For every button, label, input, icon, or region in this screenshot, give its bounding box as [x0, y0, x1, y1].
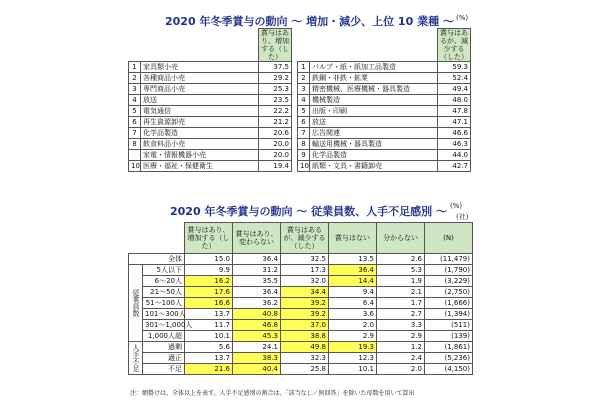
breakdown-row — [129, 287, 473, 298]
value-cell: 49.8 — [281, 342, 329, 353]
row-label: 適正 — [143, 353, 185, 364]
section1-title: 2020 年冬季賞与の動向 ～ 増加・減少、上位 10 業種 ～ — [165, 15, 454, 28]
header-decrease: 賞与はあるが、減少する（した） — [438, 29, 471, 62]
increase-value: 21.2 — [259, 117, 292, 128]
value-cell: 32.3 — [281, 353, 329, 364]
column-header: 賞与はあり、変わらない — [233, 223, 281, 254]
increase-value: 22.2 — [259, 106, 292, 117]
value-cell: 39.2 — [281, 309, 329, 320]
rank-number: 1 — [298, 62, 310, 73]
breakdown-row — [129, 309, 473, 320]
value-cell: 16.2 — [185, 276, 233, 287]
row-label: 全体 — [129, 254, 185, 265]
section2-unit-companies: (社) — [456, 213, 469, 221]
value-cell: 15.0 — [185, 254, 233, 265]
increase-value: 20.6 — [259, 128, 292, 139]
footnote: 注：網掛けは、全体以上を表す。人手不足感別の割合は、「該当なし／無回答」を除いた母数を用いて算出 — [130, 390, 415, 397]
industry-name: パルプ・紙・紙加工品製造 — [310, 62, 438, 73]
decrease-value: 52.4 — [438, 73, 471, 84]
row-label: 301～1,000人 — [143, 320, 185, 331]
decrease-value: 42.7 — [438, 161, 471, 172]
section2-unit: (%) — [450, 202, 463, 210]
value-cell: (1,790) — [425, 265, 473, 276]
header-blank — [129, 29, 259, 62]
value-cell: 3.3 — [377, 320, 425, 331]
ranking-row — [129, 128, 471, 139]
increase-value: 37.5 — [259, 62, 292, 73]
value-cell: (3,229) — [425, 276, 473, 287]
value-cell: 1.2 — [377, 342, 425, 353]
industry-name: 専門商品小売 — [141, 84, 259, 95]
industry-name: 精密機械、医療機械・器具製造 — [310, 84, 438, 95]
industry-name: 輸送用機械・器具製造 — [310, 139, 438, 150]
rank-number: 4 — [129, 95, 141, 106]
row-label: 21～50人 — [143, 287, 185, 298]
value-cell: 31.2 — [233, 265, 281, 276]
value-cell: 38.8 — [281, 331, 329, 342]
ranking-table — [128, 28, 471, 172]
decrease-value: 46.6 — [438, 128, 471, 139]
value-cell: 5.6 — [185, 342, 233, 353]
value-cell: 2.9 — [377, 331, 425, 342]
value-cell: 46.8 — [233, 320, 281, 331]
rank-number: 8 — [298, 139, 310, 150]
value-cell: 34.4 — [281, 287, 329, 298]
increase-value: 25.3 — [259, 84, 292, 95]
breakdown-row — [129, 364, 473, 375]
industry-name: 出版・印刷 — [310, 106, 438, 117]
value-cell: 24.1 — [233, 342, 281, 353]
industry-name: 紙類・文具・書籍卸売 — [310, 161, 438, 172]
industry-name: 再生資源卸売 — [141, 117, 259, 128]
value-cell: (4,150) — [425, 364, 473, 375]
decrease-value: 48.0 — [438, 95, 471, 106]
increase-value: 20.0 — [259, 150, 292, 161]
value-cell: 21.6 — [185, 364, 233, 375]
ranking-row — [129, 117, 471, 128]
breakdown-row — [129, 353, 473, 364]
value-cell: 40.8 — [233, 309, 281, 320]
industry-name: 家具類小売 — [141, 62, 259, 73]
row-label: 5人以下 — [143, 265, 185, 276]
rank-number: 9 — [298, 150, 310, 161]
value-cell: 10.1 — [185, 331, 233, 342]
ranking-row — [129, 139, 471, 150]
value-cell: 19.3 — [329, 342, 377, 353]
industry-name: 各種商品小売 — [141, 73, 259, 84]
value-cell: 36.2 — [233, 298, 281, 309]
decrease-value: 59.3 — [438, 62, 471, 73]
increase-value: 23.5 — [259, 95, 292, 106]
ranking-row — [129, 73, 471, 84]
value-cell: 35.5 — [233, 276, 281, 287]
column-header: (N) — [425, 223, 473, 254]
value-cell: 37.0 — [281, 320, 329, 331]
value-cell: (139) — [425, 331, 473, 342]
rank-number: 5 — [298, 106, 310, 117]
rank-number: 7 — [298, 128, 310, 139]
value-cell: 40.4 — [233, 364, 281, 375]
ranking-header-row — [129, 29, 471, 62]
value-cell: 38.3 — [233, 353, 281, 364]
rank-number: 3 — [298, 84, 310, 95]
breakdown-row — [129, 320, 473, 331]
group-label: 人手不足 — [129, 342, 143, 375]
value-cell: (5,236) — [425, 353, 473, 364]
breakdown-table — [128, 222, 473, 375]
rank-number — [129, 150, 141, 161]
value-cell: 36.4 — [329, 265, 377, 276]
value-cell: 10.1 — [329, 364, 377, 375]
increase-value: 19.4 — [259, 161, 292, 172]
value-cell: 16.6 — [185, 298, 233, 309]
value-cell: (1,394) — [425, 309, 473, 320]
rank-number: 8 — [129, 139, 141, 150]
rank-number: 3 — [129, 84, 141, 95]
section2-title: 2020 年冬季賞与の動向 ～ 従業員数、人手不足感別 ～ — [170, 205, 447, 218]
value-cell: 39.2 — [281, 298, 329, 309]
value-cell: (1,666) — [425, 298, 473, 309]
row-label: 51～100人 — [143, 298, 185, 309]
value-cell: 6.4 — [329, 298, 377, 309]
ranking-row — [129, 84, 471, 95]
value-cell: 2.4 — [377, 353, 425, 364]
industry-name: 鉄鋼・非鉄・鉱業 — [310, 73, 438, 84]
rank-number: 4 — [298, 95, 310, 106]
value-cell: 1.9 — [377, 276, 425, 287]
value-cell: 32.5 — [281, 254, 329, 265]
rank-number: 2 — [298, 73, 310, 84]
rank-number: 1 — [129, 62, 141, 73]
value-cell: 3.6 — [329, 309, 377, 320]
value-cell: 1.7 — [377, 298, 425, 309]
increase-value: 20.0 — [259, 139, 292, 150]
rank-number: 2 — [129, 73, 141, 84]
group-label: 従業員数 — [129, 265, 143, 342]
ranking-row — [129, 95, 471, 106]
value-cell: 2.0 — [329, 320, 377, 331]
increase-value: 29.2 — [259, 73, 292, 84]
value-cell: 2.0 — [377, 364, 425, 375]
value-cell: 13.7 — [185, 353, 233, 364]
value-cell: 2.1 — [377, 287, 425, 298]
row-label: 過剰 — [143, 342, 185, 353]
industry-name: 放送 — [141, 95, 259, 106]
total-row — [129, 254, 473, 265]
value-cell: 11.7 — [185, 320, 233, 331]
value-cell: 13.5 — [329, 254, 377, 265]
value-cell: 32.0 — [281, 276, 329, 287]
rank-number: 5 — [129, 106, 141, 117]
value-cell: 45.3 — [233, 331, 281, 342]
value-cell: 2.6 — [377, 254, 425, 265]
rank-number: 10 — [129, 161, 141, 172]
decrease-value: 44.0 — [438, 150, 471, 161]
row-label: 6～20人 — [143, 276, 185, 287]
breakdown-row — [129, 276, 473, 287]
rank-number: 7 — [129, 128, 141, 139]
value-cell: 13.7 — [185, 309, 233, 320]
header-blank — [298, 29, 438, 62]
breakdown-header-row — [129, 223, 473, 254]
section1-unit: (%) — [456, 14, 469, 22]
column-header: 分からない — [377, 223, 425, 254]
ranking-row — [129, 150, 471, 161]
industry-name: 放送 — [310, 117, 438, 128]
ranking-row — [129, 161, 471, 172]
value-cell: 5.3 — [377, 265, 425, 276]
industry-name: 機械製造 — [310, 95, 438, 106]
value-cell: 14.4 — [329, 276, 377, 287]
industry-name: 電気通信 — [141, 106, 259, 117]
header-increase: 賞与はあり、増加する（した） — [259, 29, 292, 62]
decrease-value: 49.4 — [438, 84, 471, 95]
value-cell: (511) — [425, 320, 473, 331]
value-cell: 2.7 — [377, 309, 425, 320]
value-cell: 9.9 — [185, 265, 233, 276]
breakdown-row — [129, 265, 473, 276]
value-cell: 36.4 — [233, 287, 281, 298]
row-label: 不足 — [143, 364, 185, 375]
value-cell: 17.6 — [185, 287, 233, 298]
breakdown-row — [129, 342, 473, 353]
decrease-value: 47.8 — [438, 106, 471, 117]
breakdown-row — [129, 331, 473, 342]
value-cell: (2,750) — [425, 287, 473, 298]
industry-name: 家電・情報機器小売 — [141, 150, 259, 161]
industry-name: 化学品製造 — [310, 150, 438, 161]
value-cell: 9.4 — [329, 287, 377, 298]
column-header: 賞与はあり、増加する（した） — [185, 223, 233, 254]
ranking-row — [129, 106, 471, 117]
industry-name: 化学品製造 — [141, 128, 259, 139]
value-cell: 12.3 — [329, 353, 377, 364]
rank-number: 6 — [298, 117, 310, 128]
value-cell: (1,861) — [425, 342, 473, 353]
value-cell: 25.8 — [281, 364, 329, 375]
decrease-value: 46.3 — [438, 139, 471, 150]
column-header: 賞与はあるが、減少する（した） — [281, 223, 329, 254]
value-cell: 17.3 — [281, 265, 329, 276]
decrease-value: 47.1 — [438, 117, 471, 128]
row-label: 1,000人超 — [143, 331, 185, 342]
industry-name: 広告関連 — [310, 128, 438, 139]
ranking-row — [129, 62, 471, 73]
rank-number: 6 — [129, 117, 141, 128]
column-header: 賞与はない — [329, 223, 377, 254]
breakdown-row — [129, 298, 473, 309]
industry-name: 医療・福祉・保健衛生 — [141, 161, 259, 172]
industry-name: 飲食料品小売 — [141, 139, 259, 150]
value-cell: 36.4 — [233, 254, 281, 265]
rank-number: 10 — [298, 161, 310, 172]
row-label: 101～300人 — [143, 309, 185, 320]
value-cell: (11,479) — [425, 254, 473, 265]
value-cell: 2.9 — [329, 331, 377, 342]
header-blank — [129, 223, 185, 254]
